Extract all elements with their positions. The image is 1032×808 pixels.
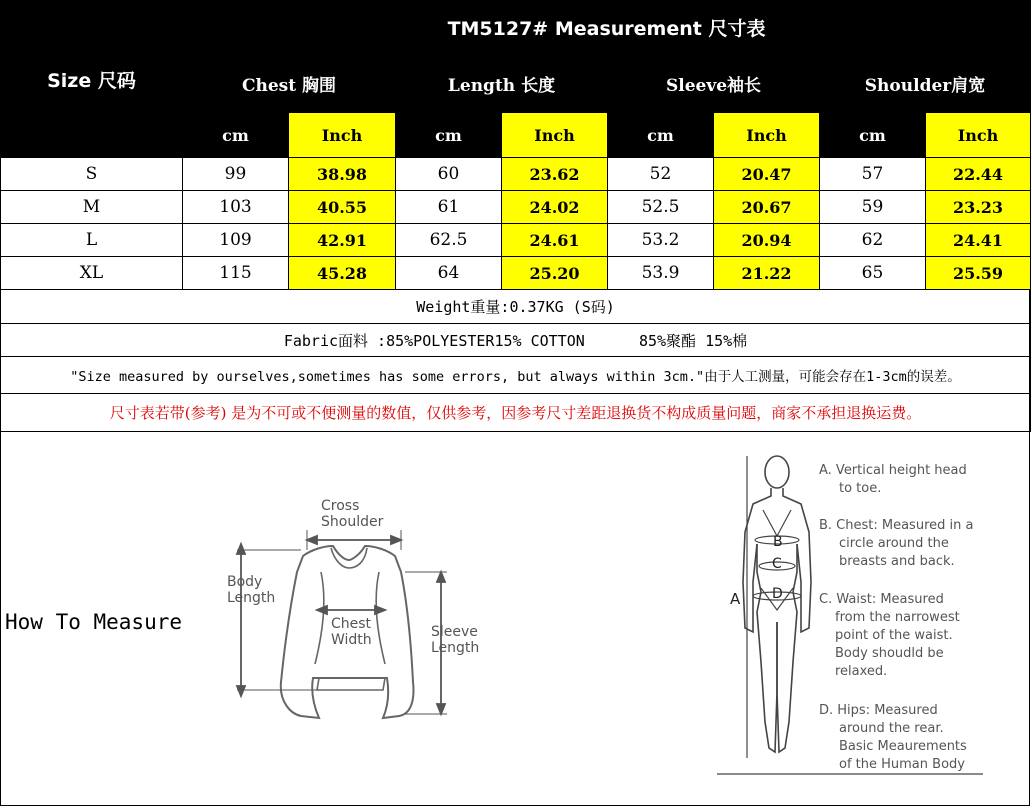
legend-b-line: circle around the [839,536,949,551]
body-length-label-line2: Length [227,590,276,606]
cm-cell: 103 [183,191,289,224]
cm-cell: 59 [820,191,926,224]
cm-cell: 62.5 [396,224,502,257]
size-cell: L [1,224,183,257]
group-sleeve: Sleeve袖长 [608,54,820,113]
unit-inch: Inch [289,113,396,158]
measurement-illustrations [1,432,1029,804]
legend-c-line: point of the waist. [835,628,953,643]
inch-cell: 45.28 [289,257,396,290]
legend-d-line: D. Hips: Measured [819,703,938,718]
inch-cell: 24.41 [926,224,1031,257]
size-cell: XL [1,257,183,290]
legend-b-line: breasts and back. [839,554,955,569]
inch-cell: 25.59 [926,257,1031,290]
fabric-note: Fabric面料 :85%POLYESTER15% COTTON 85%聚酯 15%棉 [1,324,1031,357]
marker-c: C [772,556,782,572]
inch-cell: 20.67 [714,191,820,224]
legend-a-line: A. Vertical height head [819,463,967,478]
body-length-label: Body [227,574,263,590]
group-chest: Chest 胸围 [183,54,396,113]
cm-cell: 109 [183,224,289,257]
unit-cm: cm [820,113,926,158]
cross-shoulder-label: Cross [321,498,360,514]
human-figure-icon [743,456,811,752]
legend-c-line: from the narrowest [835,610,960,625]
size-cell: S [1,158,183,191]
table-row [1,257,1031,290]
unit-inch: Inch [502,113,608,158]
marker-b: B [773,534,783,550]
inch-cell: 23.23 [926,191,1031,224]
unit-cm: cm [396,113,502,158]
legend-c-line: C. Waist: Measured [819,592,944,607]
inch-cell: 42.91 [289,224,396,257]
measurement-legend [819,463,973,772]
inch-cell: 24.02 [502,191,608,224]
inch-cell: 24.61 [502,224,608,257]
cm-cell: 65 [820,257,926,290]
inch-cell: 21.22 [714,257,820,290]
legend-d-line: Basic Meaurements [839,739,967,754]
how-to-measure-section [1,432,1029,804]
cm-cell: 52 [608,158,714,191]
unit-inch: Inch [926,113,1031,158]
cm-cell: 52.5 [608,191,714,224]
inch-cell: 20.47 [714,158,820,191]
cross-shoulder-label-line2: Shoulder [321,514,384,530]
legend-b-line: B. Chest: Measured in a [819,518,974,533]
weight-note: Weight重量:0.37KG (S码) [1,290,1031,324]
inch-cell: 25.20 [502,257,608,290]
marker-a: A [730,590,741,608]
chest-width-label-line2: Width [331,632,372,648]
unit-cm: cm [183,113,289,158]
cm-cell: 57 [820,158,926,191]
group-length: Length 长度 [396,54,608,113]
sleeve-length-label-line2: Length [431,640,480,656]
unit-inch: Inch [714,113,820,158]
table-row [1,158,1031,191]
chest-width-label: Chest [331,616,372,632]
inch-cell: 22.44 [926,158,1031,191]
cm-cell: 62 [820,224,926,257]
cm-cell: 60 [396,158,502,191]
warning-note: 尺寸表若带(参考) 是为不可或不便测量的数值，仅供参考，因参考尺寸差距退换货不构成质量问题，商家不承担退换运费。 [1,394,1031,432]
table-row [1,224,1031,257]
cm-cell: 53.9 [608,257,714,290]
inch-cell: 38.98 [289,158,396,191]
legend-d-line: around the rear. [839,721,944,736]
legend-c-line: Body shoudld be [835,646,944,661]
table-title: TM5127# Measurement 尺寸表 [183,1,1031,54]
cm-cell: 64 [396,257,502,290]
legend-d-line: of the Human Body [839,757,965,772]
size-cell: M [1,191,183,224]
size-header: Size 尺码 [1,1,183,158]
cm-cell: 53.2 [608,224,714,257]
table-row [1,191,1031,224]
legend-c-line: relaxed. [835,664,888,679]
cm-cell: 61 [396,191,502,224]
unit-cm: cm [608,113,714,158]
sleeve-length-label: Sleeve [431,624,478,640]
inch-cell: 23.62 [502,158,608,191]
marker-d: D [772,586,783,602]
cm-cell: 115 [183,257,289,290]
inch-cell: 40.55 [289,191,396,224]
inch-cell: 20.94 [714,224,820,257]
legend-a-line: to toe. [839,481,882,496]
how-to-measure-label: How To Measure [5,610,183,634]
disclaimer-note: "Size measured by ourselves,sometimes has some errors, but always within 3cm."由于人工测量，可能会存在1-3cm的误差。 [1,357,1031,394]
group-shoulder: Shoulder肩宽 [820,54,1031,113]
cm-cell: 99 [183,158,289,191]
